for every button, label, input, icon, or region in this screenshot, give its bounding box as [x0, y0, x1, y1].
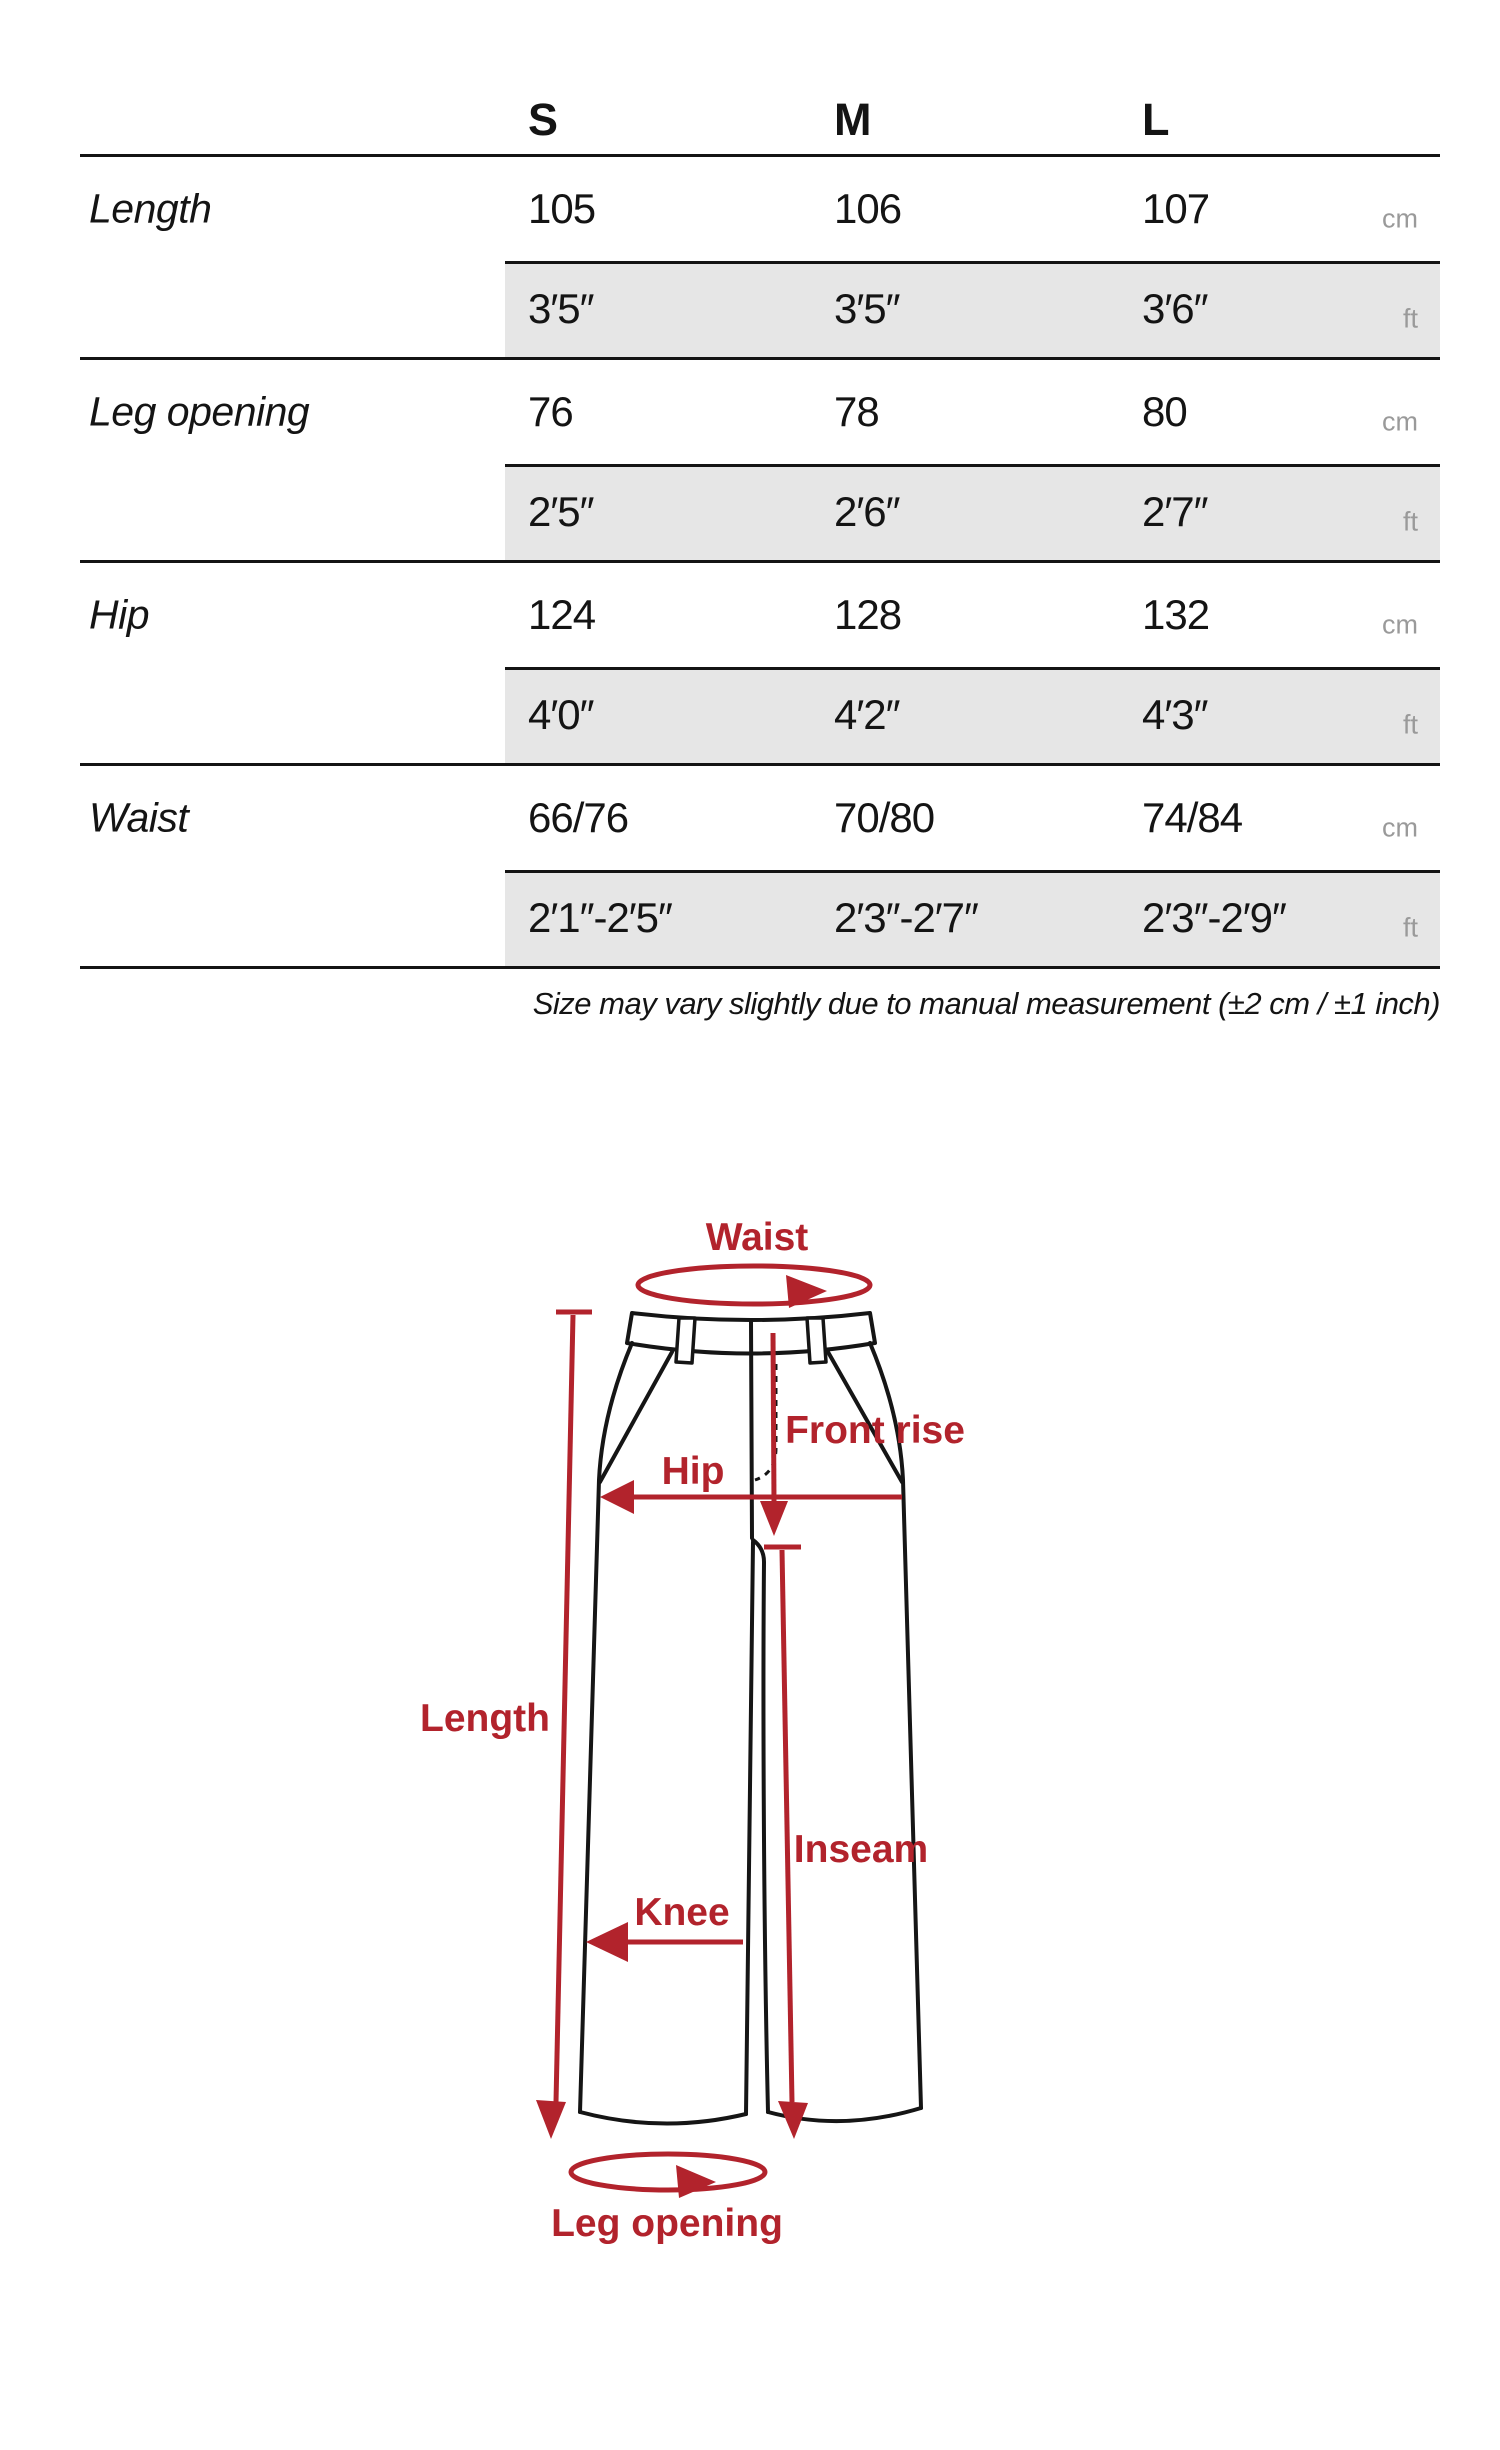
knee-label: Knee: [634, 1891, 730, 1934]
section-length: [80, 157, 1440, 360]
length-label: Length: [420, 1697, 550, 1740]
size-table: [80, 88, 1440, 969]
section-waist: [80, 766, 1440, 969]
value-cell: 3′5″: [834, 285, 900, 332]
left-outer-seam: [580, 1343, 632, 2112]
size-table-header: [80, 88, 1440, 157]
hip-label: Hip: [661, 1450, 725, 1493]
ft-band: [505, 261, 1440, 357]
front-rise-arrowhead-icon: [760, 1501, 788, 1536]
value-cell: 105: [528, 185, 596, 232]
value-cell: 3′6″: [1142, 285, 1208, 332]
row-label: Leg opening: [89, 388, 310, 435]
belt-loop-right: [807, 1318, 826, 1363]
unit-label-cm: cm: [1382, 203, 1418, 234]
value-cell: 2′6″: [834, 488, 900, 535]
leg-opening-girth-arrow: [571, 2154, 765, 2190]
value-cell: 66/76: [528, 794, 629, 841]
table-row: [80, 360, 1440, 464]
value-cell: 2′3″-2′9″: [1142, 894, 1286, 941]
value-cell: 4′3″: [1142, 691, 1208, 738]
leg-opening-label: Leg opening: [551, 2202, 783, 2245]
unit-label-ft: ft: [1402, 303, 1418, 334]
front-rise-arrow: [773, 1333, 774, 1502]
column-header-s: S: [528, 94, 558, 145]
left-hem: [580, 2112, 746, 2124]
hip-arrowhead-icon: [600, 1480, 634, 1514]
column-header-l: L: [1142, 94, 1169, 145]
value-cell: 4′0″: [528, 691, 594, 738]
unit-label-ft: ft: [1402, 912, 1418, 943]
table-row: [80, 766, 1440, 870]
unit-label-cm: cm: [1382, 812, 1418, 843]
value-cell: 132: [1142, 591, 1210, 638]
unit-label-ft: ft: [1402, 709, 1418, 740]
unit-label-ft: ft: [1402, 506, 1418, 537]
ft-band: [505, 667, 1440, 763]
fly-center-line: [751, 1321, 752, 1538]
length-arrowhead-icon: [536, 2100, 566, 2139]
column-header-m: M: [834, 94, 871, 145]
inseam-arrow: [782, 1550, 792, 2102]
value-cell: 106: [834, 185, 902, 232]
measurement-annotations: [420, 1216, 965, 2245]
measurement-disclaimer: Size may vary slightly due to manual measurement (±2 cm / ±1 inch): [532, 986, 1440, 1021]
belt-loop-left: [676, 1318, 695, 1363]
waist-label: Waist: [705, 1216, 809, 1259]
length-arrow: [556, 1315, 573, 2102]
ft-band: [505, 464, 1440, 560]
leg-opening-arrowhead-icon: [676, 2165, 716, 2198]
waist-girth-arrow: [638, 1266, 870, 1304]
section-hip: [80, 563, 1440, 766]
knee-arrowhead-icon: [586, 1922, 628, 1962]
value-cell: 80: [1142, 388, 1187, 435]
value-cell: 128: [834, 591, 902, 638]
value-cell: 124: [528, 591, 596, 638]
value-cell: 74/84: [1142, 794, 1243, 841]
row-label: Waist: [89, 794, 189, 841]
value-cell: 3′5″: [528, 285, 594, 332]
table-row: [80, 870, 1440, 966]
table-row: [80, 667, 1440, 763]
value-cell: 4′2″: [834, 691, 900, 738]
value-cell: 2′1″-2′5″: [528, 894, 672, 941]
pants-measurement-diagram: [330, 1150, 1030, 2450]
inseam-label: Inseam: [793, 1828, 929, 1871]
right-outer-seam: [870, 1343, 921, 2108]
table-row: [80, 261, 1440, 357]
right-inner-seam: [753, 1540, 768, 2112]
left-inner-seam: [746, 1542, 753, 2114]
table-row: [80, 563, 1440, 667]
value-cell: 78: [834, 388, 879, 435]
value-cell: 2′5″: [528, 488, 594, 535]
front-rise-label: Front rise: [785, 1409, 965, 1452]
unit-label-cm: cm: [1382, 609, 1418, 640]
table-row: [80, 157, 1440, 261]
row-label: Length: [89, 185, 212, 232]
table-row: [80, 464, 1440, 560]
row-label: Hip: [89, 591, 150, 638]
section-leg-opening: [80, 360, 1440, 563]
value-cell: 2′3″-2′7″: [834, 894, 978, 941]
value-cell: 107: [1142, 185, 1210, 232]
value-cell: 70/80: [834, 794, 935, 841]
value-cell: 2′7″: [1142, 488, 1208, 535]
value-cell: 76: [528, 388, 573, 435]
unit-label-cm: cm: [1382, 406, 1418, 437]
